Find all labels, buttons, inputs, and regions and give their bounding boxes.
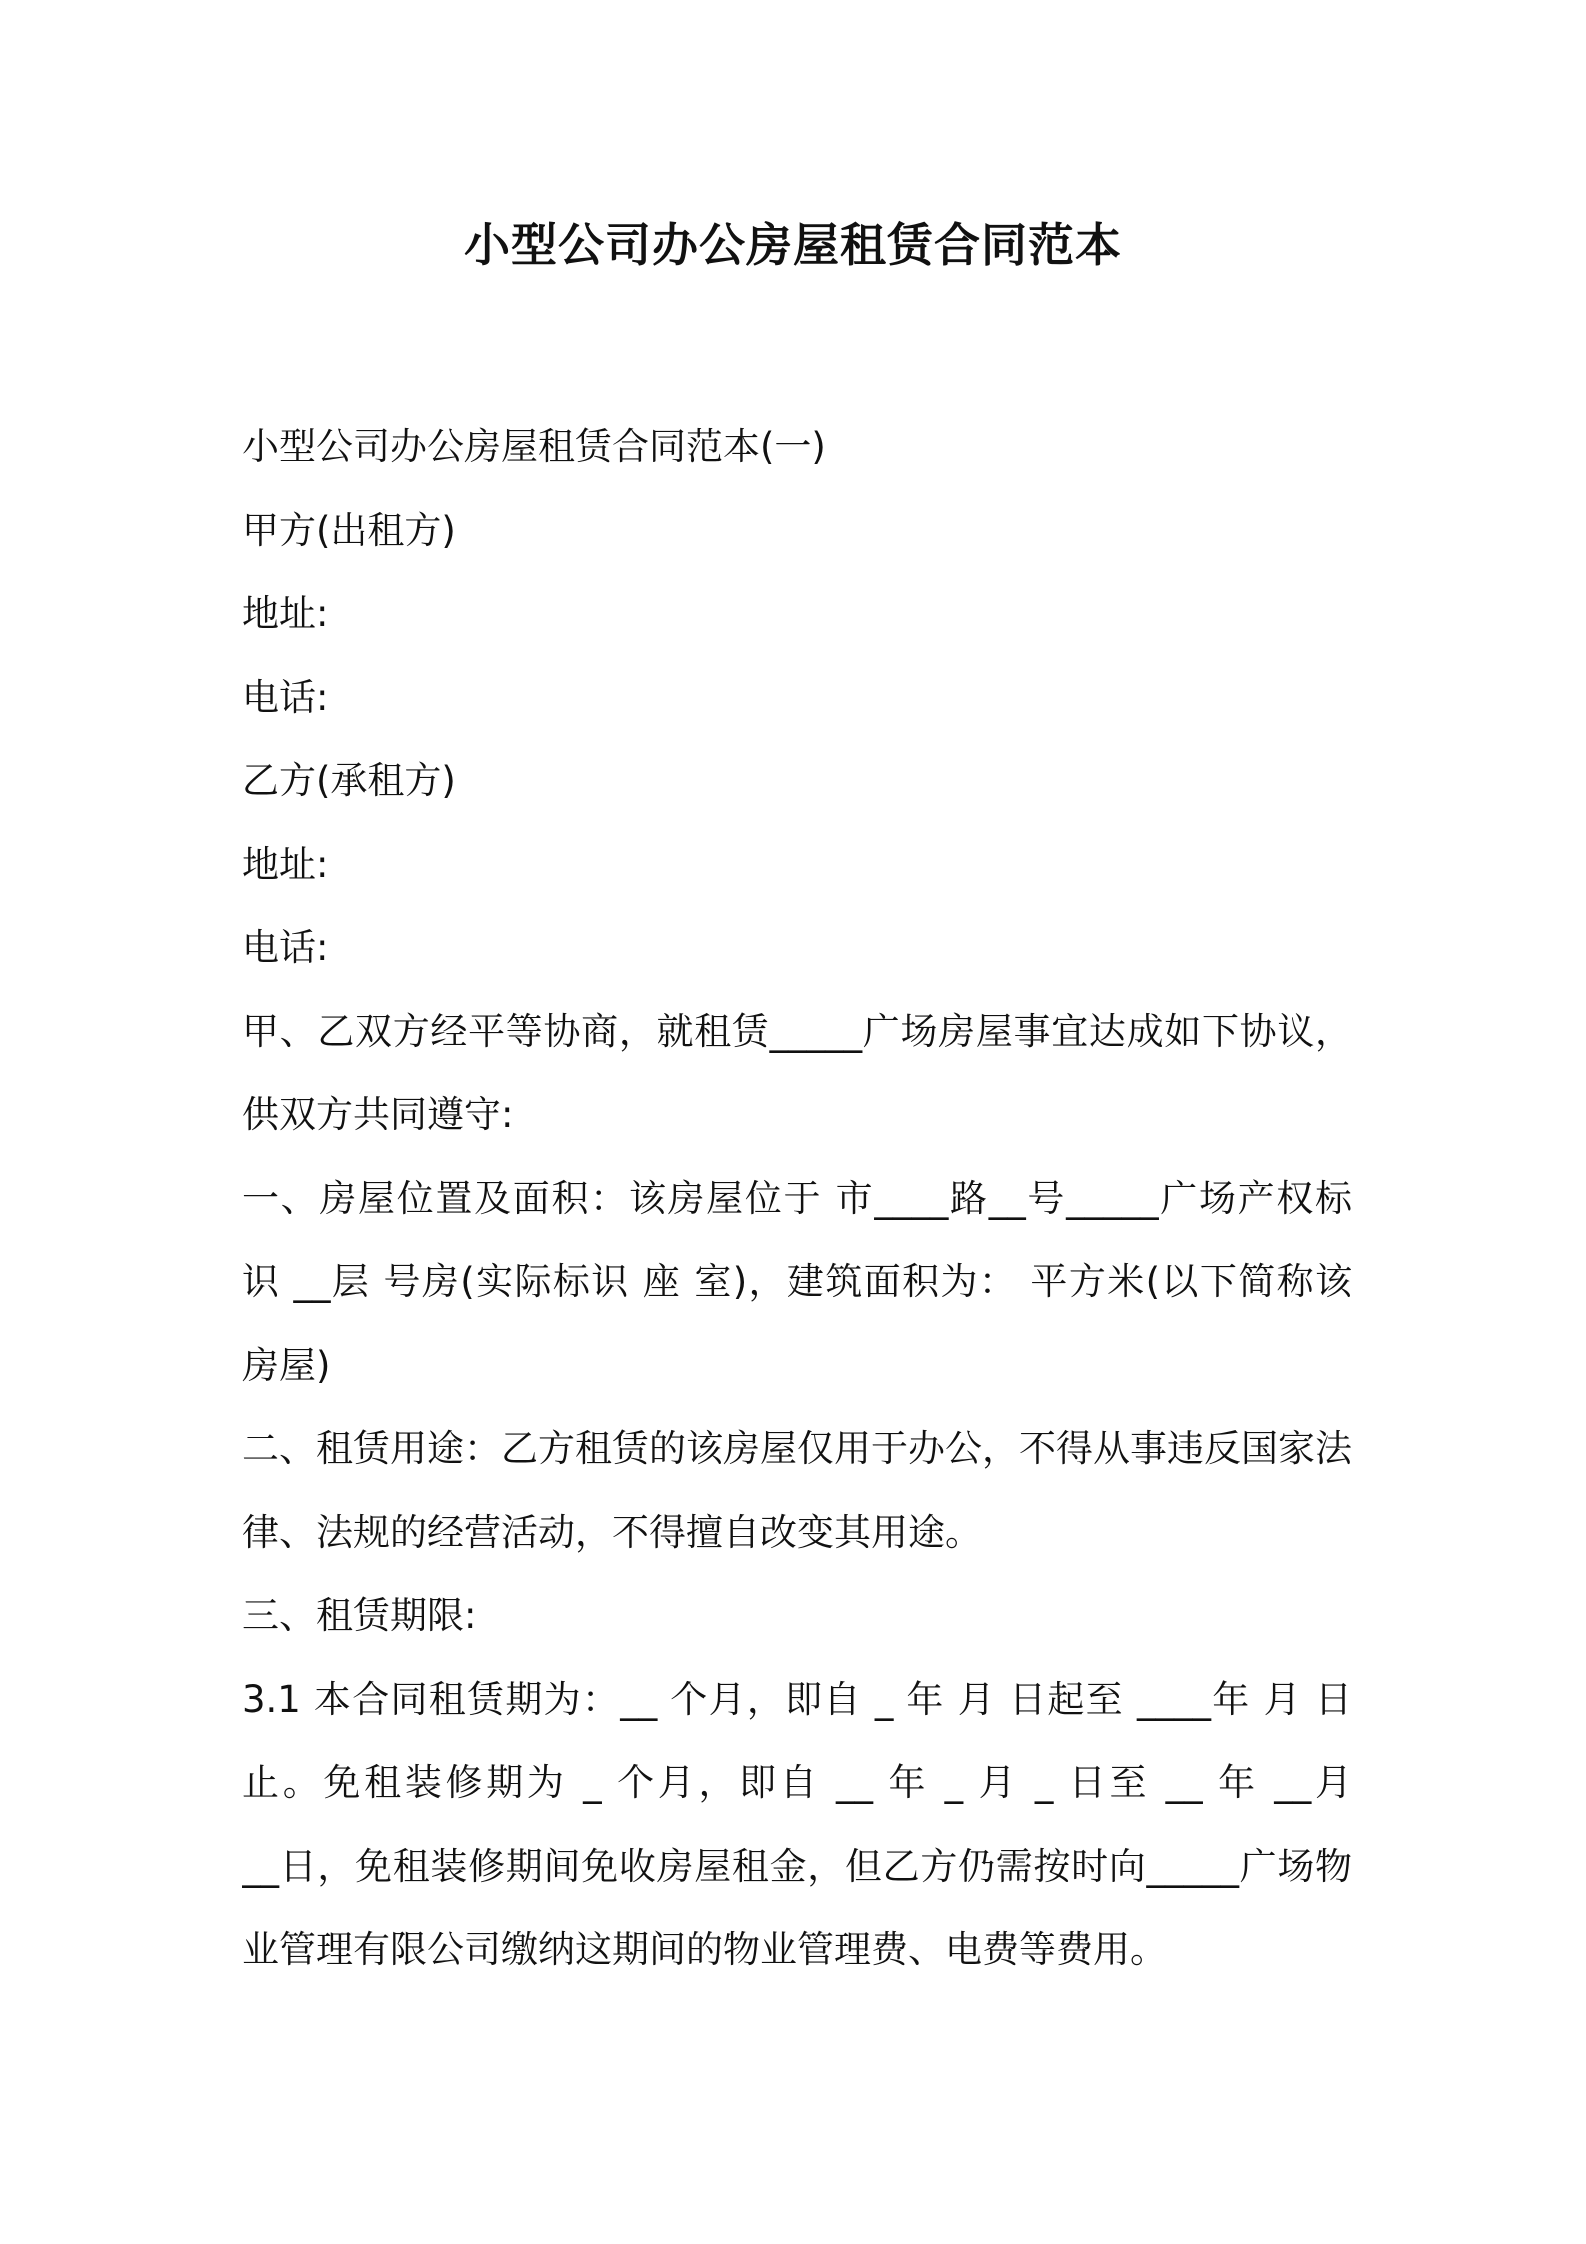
clause-3-1-line-3: __日，免租装修期间免收房屋租金，但乙方仍需按时向_____广场物	[242, 1844, 1352, 1888]
party-a-address: 地址:	[242, 592, 329, 635]
party-b-address: 地址:	[242, 842, 329, 886]
clause-3-1-line-4: 业管理有限公司缴纳这期间的物业管理费、电费等费用。	[242, 1928, 1167, 1971]
clause-1-line-2: 识 __层 号房(实际标识 座 室)，建筑面积为： 平方米(以下简称该	[242, 1260, 1352, 1303]
party-a-label: 甲方(出租方)	[242, 508, 456, 552]
clause-1-line-1: 一、房屋位置及面积：该房屋位于 市____路__号_____广场产权标	[242, 1176, 1352, 1220]
document-title: 小型公司办公房屋租赁合同范本	[464, 218, 1122, 272]
clause-2-line-2: 律、法规的经营活动，不得擅自改变其用途。	[242, 1510, 982, 1554]
clause-3-1-line-2: 止。免租装修期为 _ 个月，即自 __ 年 _ 月 _ 日至 __ 年 __月	[242, 1761, 1352, 1804]
party-b-label: 乙方(承租方)	[242, 759, 456, 802]
agreement-intro-line-1: 甲、乙双方经平等协商，就租赁_____广场房屋事宜达成如下协议，	[242, 1009, 1352, 1053]
clause-3-1-line-1: 3.1 本合同租赁期为：__ 个月，即自 _ 年 月 日起至 ____年 月 日	[242, 1677, 1352, 1721]
agreement-intro-line-2: 供双方共同遵守:	[242, 1093, 514, 1136]
clause-3-heading: 三、租赁期限:	[242, 1594, 477, 1637]
clause-1-line-3: 房屋)	[242, 1343, 331, 1387]
party-b-phone: 电话:	[242, 926, 329, 969]
party-a-phone: 电话:	[242, 675, 329, 719]
clause-2-line-1: 二、租赁用途：乙方租赁的该房屋仅用于办公，不得从事违反国家法	[242, 1427, 1352, 1470]
document-body	[242, 405, 1352, 1992]
section-heading: 小型公司办公房屋租赁合同范本(一)	[242, 425, 826, 468]
